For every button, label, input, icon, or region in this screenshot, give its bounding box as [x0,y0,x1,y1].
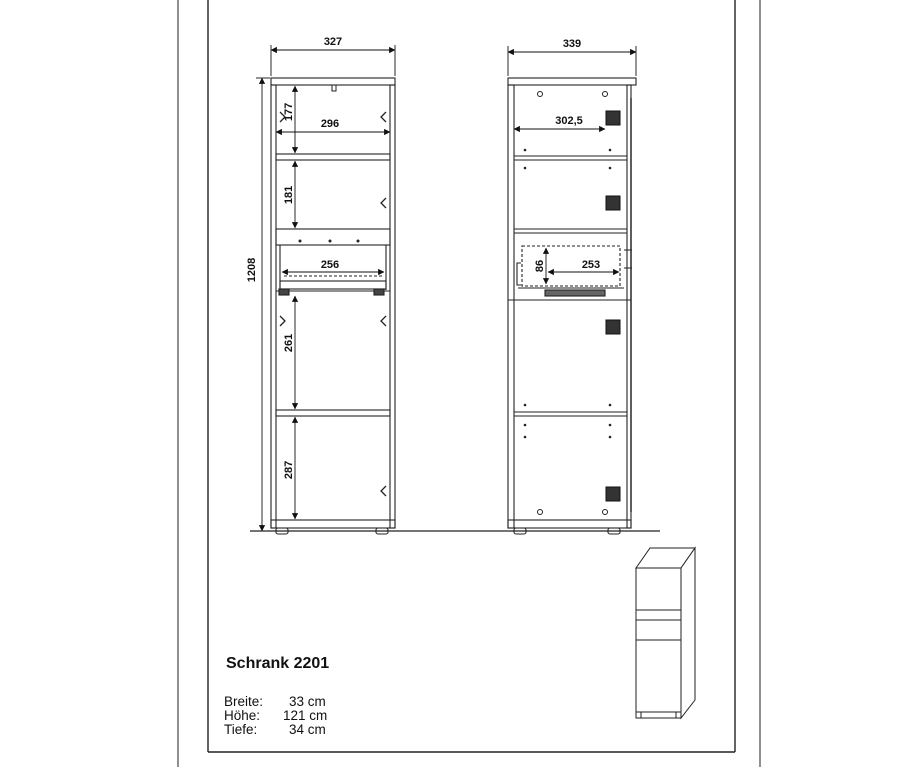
side-hinges [606,111,620,501]
spec-label-height: Höhe: [224,708,261,723]
dim-side-depth: 339 [562,38,582,50]
dim-total-height: 1208 [246,257,258,283]
spec-value-depth: 34 cm [289,722,326,737]
dim-drawer-height: 86 [534,259,546,273]
front-drawer-dots [299,240,360,243]
side-view [508,78,636,534]
product-title: Schrank 2201 [226,655,330,672]
dim-front-compartment-1: 177 [283,102,295,122]
dim-front-inner-width: 296 [320,118,340,130]
cabinet-perspective-thumbnail [636,548,695,718]
dim-front-compartment-3: 261 [283,333,295,353]
spec-label-width: Breite: [224,694,264,709]
spec-label-depth: Tiefe: [224,722,258,737]
dim-front-compartment-4: 287 [283,460,295,480]
dim-front-compartment-2: 181 [283,185,295,205]
side-dimension-lines [508,46,636,284]
dim-side-inner-depth: 302,5 [555,115,583,127]
side-screw-dots [524,92,612,515]
dim-front-width: 327 [323,36,343,48]
dim-drawer-inner-width: 256 [320,259,340,271]
spec-value-width: 33 cm [289,694,326,709]
spec-value-height: 121 cm [283,708,328,723]
dim-drawer-depth: 253 [581,259,601,271]
